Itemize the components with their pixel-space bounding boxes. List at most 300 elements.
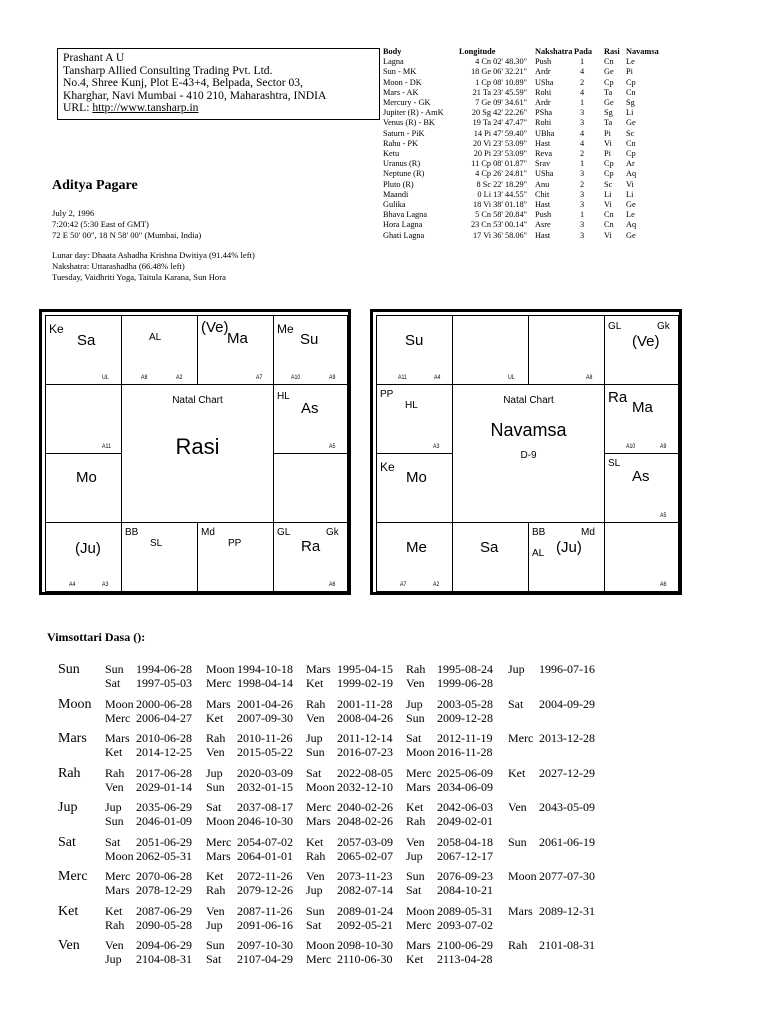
antardasa-date: 2078-12-29 — [136, 883, 192, 897]
navamsa-house-scorpio — [452, 522, 529, 592]
antardasa-date: 2104-08-31 — [136, 952, 192, 966]
navamsa-house-gemini — [604, 315, 679, 385]
planet-label: Me — [406, 539, 427, 556]
antardasa-date: 2017-06-28 — [136, 765, 192, 780]
antardasa-lord: Sun — [306, 745, 325, 759]
table-cell: Sc — [626, 128, 635, 138]
lunar-day: Lunar day: Dhaata Ashadha Krishna Dwitiya (91.44% left) — [52, 250, 255, 260]
antardasa-entry — [306, 835, 393, 850]
antardasa-date: 2001-11-28 — [337, 696, 393, 711]
planet-label: (Ju) — [75, 540, 101, 557]
table-cell: 0 Li 13' 44.55" — [477, 189, 527, 199]
table-cell: 19 Ta 24' 47.47" — [472, 118, 527, 128]
antardasa-entry — [406, 814, 493, 829]
antardasa-lord: Merc — [206, 834, 232, 849]
table-cell: Le — [626, 57, 635, 67]
table-cell: Venus (R) - BK — [383, 118, 435, 128]
antardasa-lord: Ket — [206, 710, 224, 725]
arudha-label: A5 — [329, 443, 336, 450]
antardasa-date: 2035-06-29 — [136, 800, 192, 814]
website-link[interactable]: http://www.tansharp.in — [92, 101, 199, 115]
birth-date: July 2, 1996 — [52, 208, 95, 218]
antardasa-entry — [206, 835, 293, 850]
antardasa-entry — [306, 918, 393, 933]
table-row — [383, 169, 659, 179]
antardasa-date: 2110-06-30 — [337, 952, 393, 966]
antardasa-date: 2057-03-09 — [337, 834, 393, 849]
arudha-label: A2 — [176, 374, 183, 381]
planet-label: GL — [277, 527, 291, 538]
antardasa-entry — [206, 766, 293, 781]
antardasa-date: 2040-02-26 — [337, 800, 393, 814]
arudha-label: A4 — [69, 581, 76, 588]
table-cell: Ge — [604, 98, 614, 108]
table-cell: Rohi — [535, 118, 552, 128]
table-cell: Cn — [604, 220, 614, 230]
antardasa-entry — [105, 766, 192, 781]
table-cell: Vi — [604, 200, 612, 210]
antardasa-entry — [206, 869, 293, 884]
antardasa-entry — [508, 869, 595, 884]
antardasa-lord: Sat — [306, 765, 322, 780]
antardasa-entry — [105, 780, 192, 795]
antardasa-date: 2061-06-19 — [539, 834, 595, 849]
table-header-cell: Navamsa — [626, 47, 659, 56]
table-cell: Jupiter (R) - AmK — [383, 108, 444, 118]
arudha-label: A10 — [626, 443, 636, 450]
table-cell: 4 Cn 02' 48.30" — [475, 57, 527, 67]
antardasa-lord: Sun — [306, 903, 325, 918]
table-cell: Vi — [604, 230, 612, 240]
table-row — [383, 200, 659, 210]
arudha-label: A8 — [141, 374, 148, 381]
table-cell: Ardr — [535, 98, 551, 108]
antardasa-date: 2048-02-26 — [337, 814, 393, 828]
antardasa-entry — [406, 883, 493, 898]
table-cell: Ge — [604, 67, 614, 77]
arudha-label: A6 — [660, 581, 667, 588]
antardasa-entry — [306, 780, 393, 795]
antardasa-lord: Jup — [406, 696, 423, 711]
antardasa-lord: Ket — [306, 676, 324, 690]
antardasa-lord: Moon — [406, 903, 435, 918]
table-cell: USha — [535, 169, 554, 179]
navamsa-house-capricorn — [376, 453, 453, 523]
antardasa-date: 2101-08-31 — [539, 938, 595, 952]
dasa-lord: Sat — [58, 834, 76, 850]
antardasa-date: 2025-06-09 — [437, 765, 493, 780]
antardasa-entry — [206, 662, 293, 677]
planet-label: Ke — [49, 322, 64, 336]
antardasa-entry — [206, 883, 293, 898]
division-label: D-9 — [520, 450, 537, 461]
antardasa-entry — [406, 780, 493, 795]
antardasa-lord: Sun — [406, 710, 425, 725]
rasi-house-pisces — [45, 315, 122, 385]
antardasa-date: 2013-12-28 — [539, 731, 595, 745]
table-cell: Saturn - PiK — [383, 128, 425, 138]
antardasa-lord: Ven — [306, 710, 325, 725]
table-cell: Moon - DK — [383, 77, 422, 87]
antardasa-entry — [406, 800, 493, 815]
table-cell: Cp — [626, 149, 636, 159]
antardasa-entry — [306, 849, 393, 864]
antardasa-date: 2094-06-29 — [136, 938, 192, 952]
antardasa-date: 1995-04-15 — [337, 662, 393, 676]
antardasa-date: 2034-06-09 — [437, 779, 493, 794]
antardasa-lord: Moon — [206, 814, 235, 828]
table-cell: 4 — [580, 138, 585, 148]
planet-label: PP — [380, 389, 394, 400]
antardasa-lord: Sat — [105, 676, 121, 690]
antardasa-lord: Sat — [306, 917, 322, 932]
arudha-label: A11 — [102, 443, 111, 450]
antardasa-date: 2072-11-26 — [237, 869, 293, 883]
antardasa-entry — [406, 745, 493, 760]
table-cell: Ta — [604, 118, 613, 128]
antardasa-lord: Moon — [306, 938, 335, 952]
dasa-lord: Sun — [58, 662, 80, 677]
table-cell: Neptune (R) — [383, 169, 425, 179]
table-cell: Li — [604, 189, 612, 199]
planet-label: GL — [608, 321, 622, 332]
antardasa-lord: Ven — [105, 938, 124, 952]
table-cell: 4 — [580, 87, 585, 97]
antardasa-entry — [508, 904, 595, 919]
table-cell: Mars - AK — [383, 87, 419, 97]
arudha-label: A3 — [102, 581, 109, 588]
table-cell: 1 Cp 08' 10.89" — [475, 77, 527, 87]
table-cell: Vi — [626, 179, 634, 189]
table-cell: Push — [535, 210, 552, 220]
arudha-label: A7 — [256, 374, 263, 381]
table-cell: Push — [535, 57, 552, 67]
planet-label: (Ju) — [556, 539, 582, 556]
dasa-lord: Moon — [58, 696, 92, 712]
dasa-period-row — [0, 869, 768, 903]
antardasa-lord: Jup — [406, 848, 423, 863]
antardasa-entry — [105, 904, 192, 919]
antardasa-lord: Moon — [508, 869, 537, 883]
planet-label: BB — [532, 527, 546, 538]
table-cell: 18 Ge 06' 32.21" — [470, 67, 527, 77]
antardasa-lord: Jup — [105, 800, 122, 814]
table-cell: Rohi — [535, 87, 552, 97]
table-cell: Cp — [604, 169, 614, 179]
antardasa-lord: Mars — [206, 848, 231, 863]
antardasa-entry — [206, 711, 293, 726]
table-cell: 2 — [580, 77, 585, 87]
table-cell: Ta — [604, 87, 613, 97]
antardasa-date: 2097-10-30 — [237, 938, 293, 952]
antardasa-lord: Ket — [105, 903, 123, 918]
arudha-label: A6 — [329, 581, 336, 588]
table-cell: 4 Cp 26' 24.81" — [475, 169, 527, 179]
navamsa-house-taurus — [528, 315, 605, 385]
antardasa-lord: Mars — [406, 938, 431, 952]
antardasa-entry — [206, 745, 293, 760]
antardasa-date: 2014-12-25 — [136, 745, 192, 759]
planet-label: Mo — [406, 469, 427, 486]
table-cell: Cp — [604, 159, 614, 169]
person-name: Aditya Pagare — [52, 178, 138, 193]
antardasa-lord: Merc — [508, 731, 534, 745]
rasi-house-scorpio — [121, 522, 198, 592]
antardasa-date: 2043-05-09 — [539, 800, 595, 814]
arudha-label: UL — [508, 374, 515, 381]
table-cell: Ketu — [383, 149, 400, 159]
url-line — [63, 102, 375, 115]
chart-subtitle: Natal Chart — [503, 395, 554, 406]
planet-label: Su — [300, 331, 319, 348]
table-row — [383, 88, 659, 98]
antardasa-entry — [105, 883, 192, 898]
table-cell: Ghati Lagna — [383, 230, 425, 240]
arudha-label: A2 — [433, 581, 440, 588]
table-cell: Lagna — [383, 57, 404, 67]
planet-label: Gk — [326, 527, 339, 538]
table-row — [383, 78, 659, 88]
antardasa-lord: Rah — [206, 731, 226, 745]
antardasa-entry — [105, 938, 192, 953]
antardasa-date: 2049-02-01 — [437, 814, 493, 828]
antardasa-lord: Jup — [306, 883, 323, 897]
antardasa-lord: Merc — [306, 952, 332, 966]
antardasa-lord: Sat — [406, 731, 422, 745]
table-cell: Li — [626, 108, 634, 118]
antardasa-date: 2000-06-28 — [136, 696, 192, 711]
antardasa-entry — [508, 766, 595, 781]
planet-label: AL — [149, 332, 162, 343]
navamsa-house-libra — [528, 522, 605, 592]
planet-label: Gk — [657, 321, 670, 332]
table-cell: Ar — [626, 159, 635, 169]
antardasa-lord: Merc — [206, 676, 232, 690]
antardasa-date: 1998-04-14 — [237, 676, 293, 690]
antardasa-date: 2100-06-29 — [437, 938, 493, 952]
antardasa-entry — [306, 883, 393, 898]
arudha-label: A8 — [586, 374, 593, 381]
antardasa-date: 2067-12-17 — [437, 848, 493, 863]
planet-label: Ma — [632, 399, 653, 416]
table-cell: PSha — [535, 108, 553, 118]
planet-label: BB — [125, 527, 139, 538]
antardasa-date: 2015-05-22 — [237, 745, 293, 759]
planet-label: Sa — [480, 539, 499, 556]
antardasa-lord: Jup — [508, 662, 525, 676]
table-cell: Ardr — [535, 67, 551, 77]
table-cell: Cn — [604, 57, 614, 67]
rasi-house-leo — [273, 453, 348, 523]
antardasa-date: 2065-02-07 — [337, 848, 393, 863]
dasa-table — [0, 662, 768, 982]
table-cell: 3 — [580, 118, 585, 128]
navamsa-house-virgo — [604, 522, 679, 592]
dasa-lord: Merc — [58, 869, 88, 884]
table-cell: 1 — [580, 210, 585, 220]
antardasa-date: 2082-07-14 — [337, 883, 393, 897]
antardasa-date: 2087-11-26 — [237, 903, 293, 918]
url-label: URL: — [63, 101, 93, 115]
table-cell: 20 Sg 42' 22.26" — [471, 108, 527, 118]
table-cell: Reva — [535, 149, 553, 159]
table-cell: Mercury - GK — [383, 98, 431, 108]
planet-label: Ra — [608, 389, 628, 406]
antardasa-entry — [105, 662, 192, 677]
antardasa-lord: Rah — [306, 848, 326, 863]
table-cell: 23 Cn 53' 00.14" — [470, 220, 527, 230]
antardasa-entry — [206, 904, 293, 919]
antardasa-lord: Moon — [406, 745, 435, 759]
antardasa-date: 1997-05-03 — [136, 676, 192, 690]
antardasa-lord: Mars — [105, 883, 130, 897]
planet-label: (Ve) — [201, 319, 229, 336]
antardasa-lord: Jup — [306, 731, 323, 745]
antardasa-lord: Sat — [406, 883, 422, 897]
navamsa-house-aquarius — [376, 384, 453, 454]
table-cell: Chit — [535, 189, 550, 199]
antardasa-entry — [105, 676, 192, 691]
antardasa-lord: Sat — [105, 834, 121, 849]
table-cell: Ge — [626, 200, 636, 210]
table-cell: 3 — [580, 169, 585, 179]
antardasa-entry — [306, 800, 393, 815]
antardasa-date: 2032-12-10 — [337, 779, 393, 794]
antardasa-entry — [306, 814, 393, 829]
antardasa-date: 2011-12-14 — [337, 731, 393, 745]
table-cell: 7 Ge 09' 34.61" — [475, 98, 527, 108]
antardasa-entry — [406, 766, 493, 781]
antardasa-entry — [406, 835, 493, 850]
antardasa-date: 2020-03-09 — [237, 765, 293, 780]
antardasa-date: 2001-04-26 — [237, 696, 293, 711]
table-cell: 4 — [580, 67, 585, 77]
antardasa-date: 2010-06-28 — [136, 731, 192, 745]
antardasa-date: 1996-07-16 — [539, 662, 595, 676]
antardasa-entry — [406, 697, 493, 712]
company-name: Tansharp Allied Consulting Trading Pvt. Ltd. — [63, 63, 273, 77]
antardasa-entry — [306, 952, 393, 967]
antardasa-entry — [306, 731, 393, 746]
antardasa-date: 2037-08-17 — [237, 800, 293, 814]
table-cell: Rahu - PK — [383, 138, 419, 148]
table-cell: Aq — [626, 169, 637, 179]
table-header-cell: Pada — [574, 47, 592, 56]
antardasa-date: 2073-11-23 — [337, 869, 393, 883]
table-row — [383, 190, 659, 200]
antardasa-lord: Sun — [105, 814, 124, 828]
antardasa-entry — [306, 711, 393, 726]
table-cell: Cn — [604, 210, 614, 220]
antardasa-lord: Sun — [406, 869, 425, 883]
table-cell: 8 Sc 22' 18.29" — [476, 179, 527, 189]
antardasa-lord: Moon — [306, 779, 335, 794]
antardasa-lord: Moon — [105, 848, 134, 863]
antardasa-entry — [508, 662, 595, 677]
table-cell: Sun - MK — [383, 67, 417, 77]
table-header-cell: Longitude — [459, 47, 496, 56]
table-cell: Ge — [626, 118, 636, 128]
table-cell: Pi — [604, 149, 611, 159]
antardasa-lord: Sat — [206, 952, 222, 966]
antardasa-lord: Merc — [406, 765, 432, 780]
table-row — [383, 129, 659, 139]
antardasa-entry — [206, 676, 293, 691]
rasi-house-cancer — [273, 384, 348, 454]
navamsa-house-cancer — [604, 384, 679, 454]
table-row — [383, 108, 659, 118]
antardasa-entry — [306, 697, 393, 712]
antardasa-date: 2076-09-23 — [437, 869, 493, 883]
table-cell: Vi — [604, 138, 612, 148]
antardasa-lord: Merc — [105, 710, 131, 725]
antardasa-entry — [406, 711, 493, 726]
arudha-label: A10 — [291, 374, 301, 381]
planet-label: SL — [150, 538, 163, 549]
table-row — [383, 118, 659, 128]
antardasa-lord: Ket — [206, 869, 224, 883]
antardasa-entry — [406, 662, 493, 677]
antardasa-lord: Jup — [206, 917, 223, 932]
planet-label: Mo — [76, 469, 97, 486]
antardasa-date: 2087-06-29 — [136, 903, 192, 918]
antardasa-entry — [508, 835, 595, 850]
antardasa-entry — [105, 711, 192, 726]
antardasa-entry — [105, 745, 192, 760]
table-row — [383, 57, 659, 67]
dasa-lord: Ket — [58, 903, 79, 919]
antardasa-date: 2070-06-28 — [136, 869, 192, 883]
antardasa-date: 1994-06-28 — [136, 662, 192, 676]
table-cell: Le — [626, 210, 635, 220]
antardasa-entry — [406, 849, 493, 864]
table-cell: 20 Vi 23' 53.09" — [472, 138, 527, 148]
table-cell: Pi — [626, 67, 633, 77]
table-cell: 1 — [580, 57, 585, 67]
antardasa-lord: Rah — [406, 662, 426, 676]
antardasa-date: 2007-09-30 — [237, 710, 293, 725]
antardasa-lord: Ket — [105, 745, 123, 759]
table-cell: Sc — [604, 179, 613, 189]
antardasa-lord: Merc — [105, 869, 131, 883]
antardasa-entry — [306, 662, 393, 677]
table-cell: UBha — [535, 128, 555, 138]
table-cell: Gulika — [383, 200, 406, 210]
antardasa-entry — [508, 938, 595, 953]
antardasa-lord: Sat — [206, 800, 222, 814]
antardasa-lord: Ven — [105, 779, 124, 794]
table-row — [383, 159, 659, 169]
planet-label: HL — [277, 391, 290, 402]
rasi-house-taurus — [197, 315, 274, 385]
antardasa-entry — [105, 814, 192, 829]
rasi-house-libra — [197, 522, 274, 592]
antardasa-entry — [306, 745, 393, 760]
antardasa-entry — [206, 938, 293, 953]
antardasa-entry — [406, 676, 493, 691]
antardasa-lord: Merc — [406, 917, 432, 932]
antardasa-entry — [508, 731, 595, 746]
table-cell: Hast — [535, 200, 551, 210]
planet-label: SL — [608, 458, 621, 469]
antardasa-entry — [206, 814, 293, 829]
contact-name: Prashant A U — [63, 51, 125, 64]
table-cell: Hast — [535, 138, 551, 148]
planet-label: Me — [277, 322, 294, 336]
planet-label: Ma — [227, 330, 248, 347]
navamsa-house-pisces — [376, 315, 453, 385]
table-cell: Aq — [626, 220, 637, 230]
